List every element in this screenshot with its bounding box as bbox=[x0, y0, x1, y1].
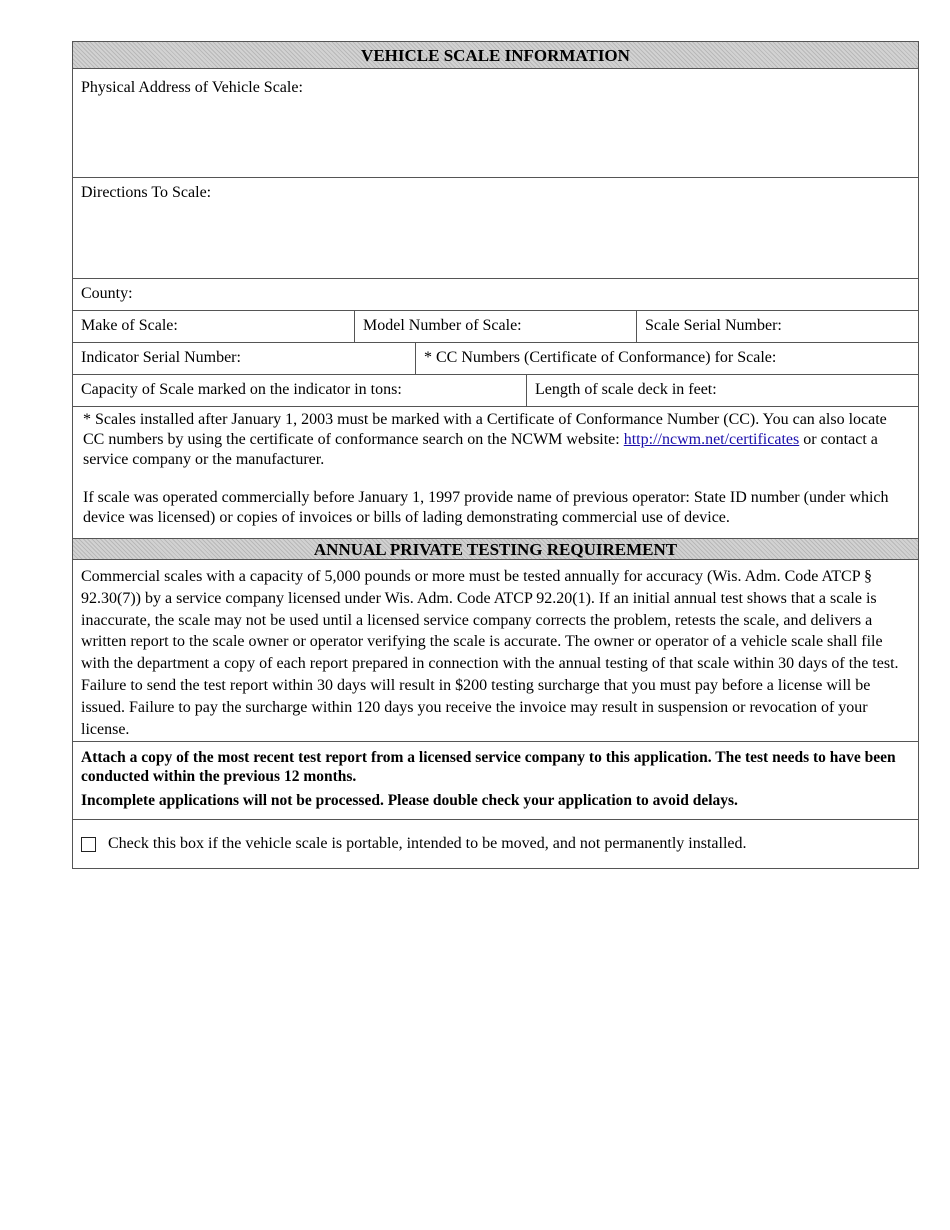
county-row bbox=[73, 279, 918, 311]
capacity-label: Capacity of Scale marked on the indicator in tons: bbox=[81, 381, 402, 398]
scale-serial-label: Scale Serial Number: bbox=[645, 317, 782, 334]
annual-testing-paragraph: Commercial scales with a capacity of 5,000 pounds or more must be tested annually for accuracy (Wis. Adm. Code ATCP § 92.30(7)) by a service company licensed under Wis. Adm. Code ATCP 92.20(1). If an initial annual test shows that a scale is inaccurate, the scale may not be used until a licensed service company corrects the problem, retests the scale, and delivers a written report to the scale owner or operator verifying the scale is accurate. The owner or operator of a vehicle scale shall file with the department a copy of each report prepared in connection with the annual testing of that scale within 30 days of the test. Failure to send the test report within 30 days will result in $200 testing surcharge that you must pay before a license will be issued. Failure to pay the surcharge within 120 days you receive the invoice may result in suspension or revocation of your license. bbox=[73, 560, 918, 742]
indicator-serial-label: Indicator Serial Number: bbox=[81, 349, 241, 366]
capacity-field[interactable] bbox=[73, 375, 527, 406]
attach-notice-block bbox=[73, 742, 918, 820]
deck-length-label: Length of scale deck in feet: bbox=[535, 381, 717, 398]
directions-label: Directions To Scale: bbox=[81, 184, 212, 201]
cc-numbers-label: * CC Numbers (Certificate of Conformance) for Scale: bbox=[424, 349, 777, 366]
attach-notice: Attach a copy of the most recent test report from a licensed service company to this application. The test needs to have been conducted within the previous 12 months. bbox=[81, 749, 896, 785]
county-label: County: bbox=[81, 285, 133, 302]
county-field[interactable] bbox=[73, 279, 918, 310]
make-field[interactable] bbox=[73, 311, 355, 342]
vehicle-scale-form bbox=[72, 41, 919, 869]
previous-operator-note: If scale was operated commercially before January 1, 1997 provide name of previous operator: State ID number (under which device was licensed) or copies of invoices or bills of lading demonstrating commercial use of device. bbox=[83, 489, 889, 526]
vehicle-scale-notes bbox=[73, 407, 918, 538]
directions-field[interactable] bbox=[73, 178, 918, 278]
make-model-serial-row bbox=[73, 311, 918, 343]
portable-checkbox[interactable] bbox=[81, 837, 96, 852]
incomplete-notice: Incomplete applications will not be processed. Please double check your application to avoid delays. bbox=[81, 792, 738, 809]
vehicle-scale-section-header: VEHICLE SCALE INFORMATION bbox=[73, 42, 918, 69]
physical-address-field[interactable] bbox=[73, 69, 918, 177]
portable-checkbox-label: Check this box if the vehicle scale is portable, intended to be moved, and not permanently installed. bbox=[108, 835, 747, 852]
annual-testing-section-header: ANNUAL PRIVATE TESTING REQUIREMENT bbox=[73, 538, 918, 560]
ncwm-certificates-link[interactable]: http://ncwm.net/certificates bbox=[623, 431, 800, 448]
directions-row bbox=[73, 178, 918, 279]
deck-length-field[interactable] bbox=[527, 375, 918, 406]
scale-serial-field[interactable] bbox=[637, 311, 918, 342]
capacity-deck-row bbox=[73, 375, 918, 407]
cc-note: * Scales installed after January 1, 2003 must be marked with a Certificate of Conformance Number (CC). You can also locate CC numbers by using the certificate of conformance search on the NCWM website: http://ncwm.net/certificates or contact a service company or the manufacturer. bbox=[83, 411, 887, 468]
indicator-serial-field[interactable] bbox=[73, 343, 416, 374]
portable-checkbox-row bbox=[73, 820, 918, 868]
make-label: Make of Scale: bbox=[81, 317, 178, 334]
model-label: Model Number of Scale: bbox=[363, 317, 522, 334]
physical-address-label: Physical Address of Vehicle Scale: bbox=[81, 79, 303, 96]
physical-address-row bbox=[73, 69, 918, 178]
model-field[interactable] bbox=[355, 311, 637, 342]
cc-numbers-field[interactable] bbox=[416, 343, 918, 374]
indicator-cc-row bbox=[73, 343, 918, 375]
